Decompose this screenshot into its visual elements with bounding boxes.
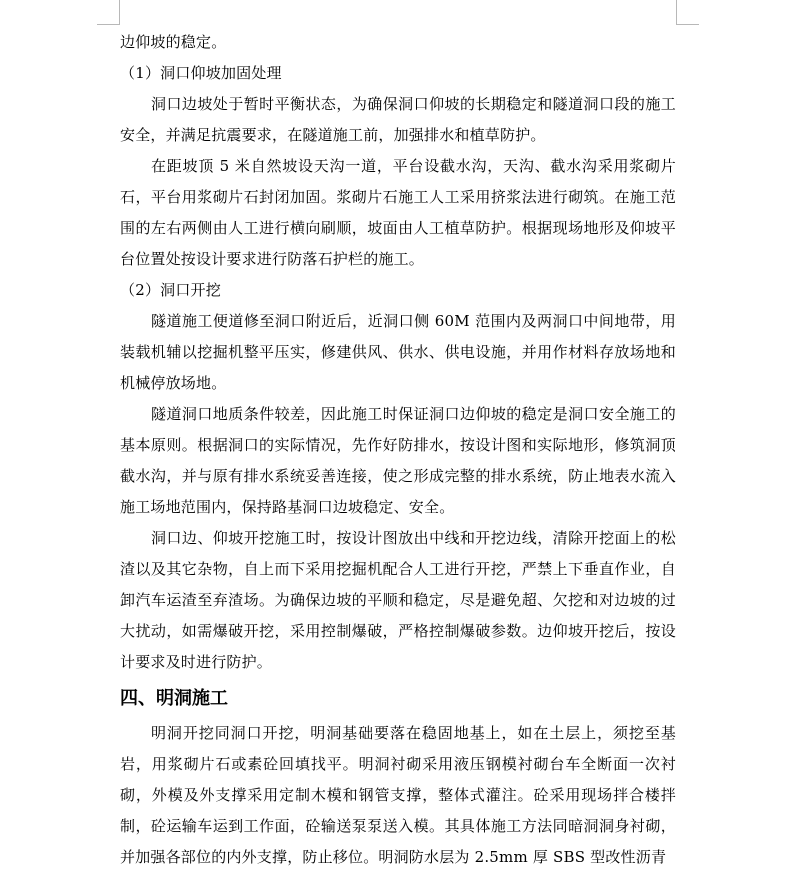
document-page (120, 27, 676, 873)
paragraph-open-cut-construction: 明洞开挖同洞口开挖，明洞基础要落在稳固地基上，如在土层上，须挖至基岩，用浆砌片石或素砼回填找平。明洞衬砌采用液压钢模衬砌台车全断面一次衬砌，外模及外支撑采用定制木模和钢管支撑，整体式灌注。砼采用现场拌合楼拌制，砼运输车运到工作面，砼输送泵泵送入模。其具体施工方法同暗洞洞身衬砌，并加强各部位的内外支撑，防止移位。明洞防水层为 2.5mm 厚 SBS 型改性沥青 (120, 724, 676, 866)
paragraph-continuation: 边仰坡的稳定。 (120, 33, 227, 51)
paragraph-geology-drainage: 隧道洞口地质条件较差，因此施工时保证洞口边仰坡的稳定是洞口安全施工的基本原则。根据洞口的实际情况，先作好防排水，按设计图和实际地形，修筑洞顶截水沟，并与原有排水系统妥善连接，使之形成完整的排水系统，防止地表水流入施工场地范围内，保持路基洞口边坡稳定、安全。 (120, 405, 676, 516)
paragraph-slope-excavation: 洞口边、仰坡开挖施工时，按设计图放出中线和开挖边线，清除开挖面上的松渣以及其它杂物，自上而下采用挖掘机配合人工进行开挖，严禁上下垂直作业，自卸汽车运渣至弃渣场。为确保边坡的平顺和稳定，尽是避免超、欠挖和对边坡的过大扰动，如需爆破开挖，采用控制爆破，严格控制爆破参数。边仰坡开挖后，按设计要求及时进行防护。 (120, 529, 676, 671)
paragraph-slope-stability: 洞口边坡处于暂时平衡状态，为确保洞口仰坡的长期稳定和隧道洞口段的施工安全，并满足抗震要求，在隧道施工前，加强排水和植草防护。 (120, 95, 676, 144)
paragraph-access-road: 隧道施工便道修至洞口附近后，近洞口侧 60M 范围内及两洞口中间地带，用装载机辅以挖掘机整平压实，修建供风、供水、供电设施，并用作材料存放场地和机械停放场地。 (120, 312, 676, 392)
paragraph-ditch-construction: 在距坡顶 5 米自然坡设天沟一道，平台设截水沟，天沟、截水沟采用浆砌片石，平台用浆砌片石封闭加固。浆砌片石施工人工采用挤浆法进行砌筑。在施工范围的左右两侧由人工进行横向刷顺，坡面由人工植草防护。根据现场地形及仰坡平台位置处按设计要求进行防落石护栏的施工。 (120, 157, 676, 268)
subheading-portal-slope-reinforcement: （1）洞口仰坡加固处理 (120, 64, 282, 82)
subheading-portal-excavation: （2）洞口开挖 (120, 281, 221, 299)
page-corner-mark-left (97, 0, 120, 25)
page-corner-mark-right (676, 0, 699, 25)
section-heading-open-cut-tunnel: 四、明洞施工 (120, 688, 228, 709)
